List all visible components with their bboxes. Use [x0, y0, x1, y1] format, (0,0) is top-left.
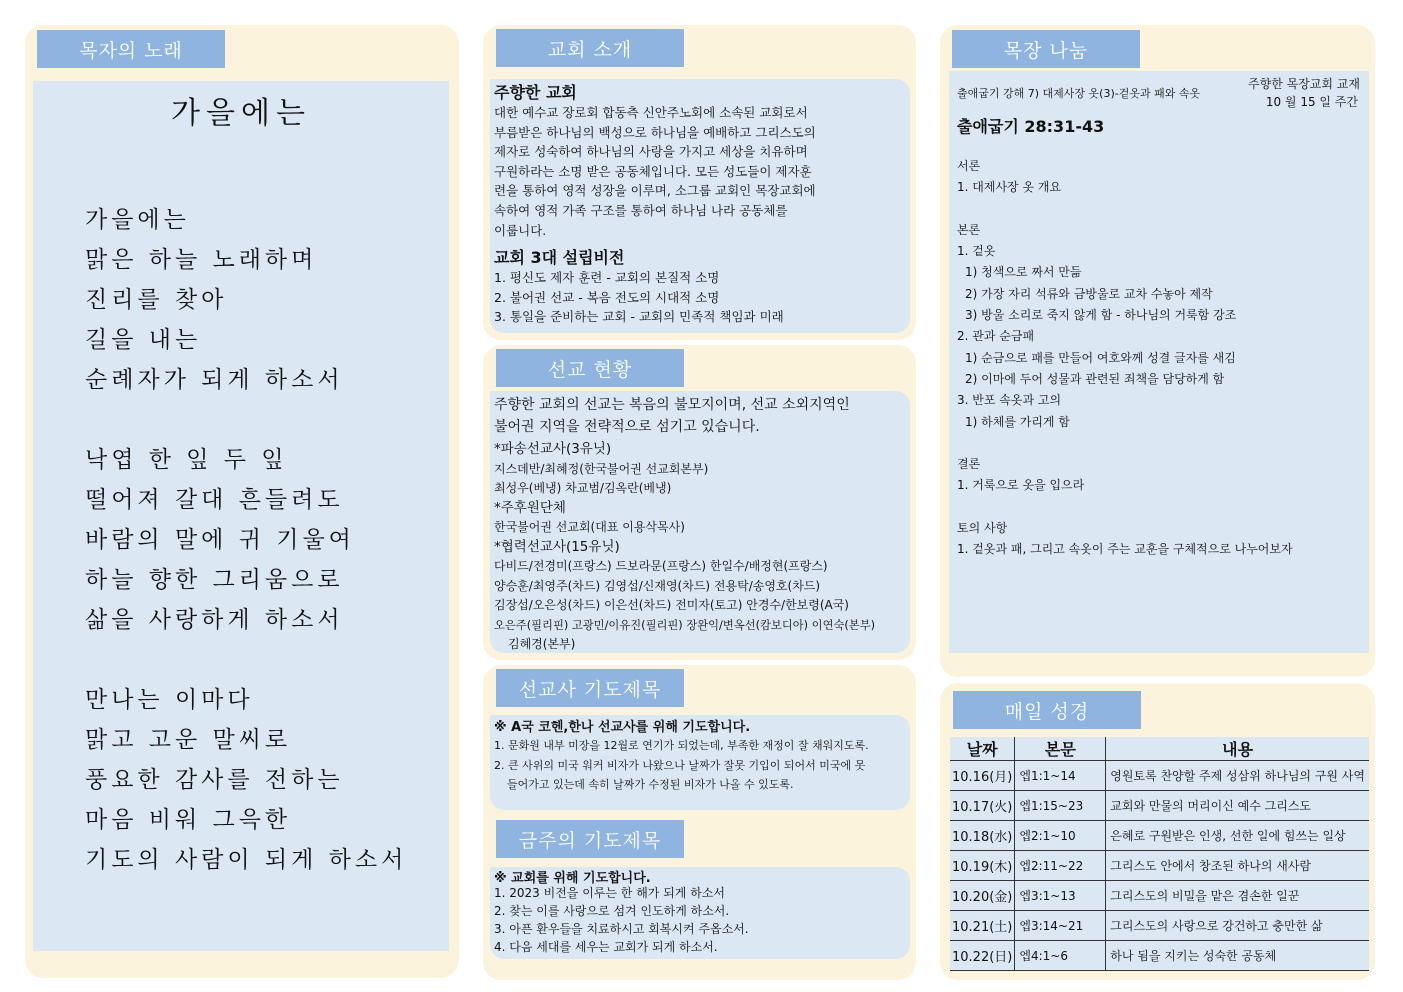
mission-panel: [483, 345, 916, 660]
table-header-row: [950, 737, 1369, 761]
poem-stanza-2: [85, 440, 355, 640]
row-date: 10.19(木): [950, 851, 1015, 881]
prayer-item: 들어가고 있는데 속히 날짜가 수정된 비자가 나올 수 있도록.: [507, 778, 794, 791]
poem-line: 만나는 이마다: [85, 687, 254, 713]
text-line: 주향한 교회의 선교는 복음의 불모지이며, 선교 소외지역인: [494, 397, 850, 413]
row-date: 10.20(金): [950, 881, 1015, 911]
poem-line: 하늘 향한 그리움으로: [85, 567, 344, 593]
text-line: 최성우(베냉) 차교범/김옥란(베냉): [494, 481, 672, 495]
scripture-reference: 출애굽기 28:31-43: [957, 117, 1105, 136]
prayer-item: 1. 2023 비전을 이루는 한 해가 되게 하소서: [494, 886, 725, 900]
text-line: 김혜경(본부): [508, 637, 576, 651]
cell-sharing-panel: [940, 25, 1375, 677]
missionary-prayer-tab: 선교사 기도제목: [496, 669, 684, 707]
text-line: 련을 통하여 영적 성장을 이루며, 소그룹 교회인 목장교회에: [494, 183, 816, 199]
missionary-prayer-box: [490, 715, 910, 810]
row-content: 영원토록 찬양할 주제 성삼위 하나님의 구원 사역: [1106, 761, 1369, 791]
mission-tab: 선교 현황: [496, 349, 684, 387]
poem-line: 맑고 고운 말씨로: [85, 727, 292, 753]
church-intro-panel: [483, 25, 916, 340]
outline-line: 서론: [957, 159, 981, 173]
group-title: *협력선교사(15유닛): [494, 538, 620, 555]
weekly-prayer-heading: ※ 교회를 위해 기도합니다.: [494, 871, 651, 886]
outline-line: 2. 관과 순금패: [957, 329, 1035, 344]
vision-item: 3. 통일을 준비하는 교회 - 교회의 민족적 책임과 미래: [494, 309, 784, 325]
textbook-label: 주향한 목장교회 교재: [1248, 77, 1360, 91]
text-line: 제자로 성숙하여 하나님의 사랑을 가지고 세상을 치유하며: [494, 144, 808, 160]
group-title: *파송선교사(3유닛): [494, 441, 612, 457]
row-date: 10.21(土): [950, 911, 1015, 941]
pastor-song-panel: [25, 25, 459, 978]
pastor-song-tab: 목자의 노래: [37, 30, 225, 68]
poem-line: 마음 비워 그윽한: [85, 807, 292, 833]
weekly-prayer-tab: 금주의 기도제목: [496, 820, 684, 858]
outline-line: [957, 497, 1293, 518]
lesson-subtitle: 출애굽기 강해 7) 대제사장 옷(3)-겉옷과 패와 속옷: [957, 87, 1201, 100]
row-date: 10.17(火): [950, 791, 1015, 821]
row-content: 교회와 만물의 머리이신 예수 그리스도: [1106, 791, 1369, 821]
row-content: 하나 됨을 지키는 성숙한 공동체: [1106, 941, 1369, 971]
table-row: [950, 821, 1369, 851]
outline-line: 3. 반포 속옷과 고의: [957, 393, 1062, 408]
poem-line: 길을 내는: [85, 327, 202, 353]
row-passage: 엡1:1~14: [1015, 761, 1106, 791]
prayer-item: 4. 다음 세대를 세우는 교회가 되게 하소서.: [494, 940, 718, 954]
vision-item: 2. 불어권 선교 - 복음 전도의 시대적 소명: [494, 289, 720, 305]
header-passage: 본문: [1015, 737, 1106, 761]
text-line: 김장섭/오은성(차드) 이은선(차드) 전미자(토고) 안경수/한보령(A국): [494, 598, 849, 612]
text-line: 부름받은 하나님의 백성으로 하나님을 예배하고 그리스도의: [494, 124, 816, 140]
poem-line: 진리를 찾아: [85, 287, 228, 313]
poem-line: 낙엽 한 잎 두 잎: [85, 447, 288, 473]
text-line: 한국불어권 선교회(대표 이용삭목사): [494, 520, 685, 534]
text-line: 불어권 지역을 전략적으로 섬기고 있습니다.: [494, 419, 760, 435]
outline-line: 1) 하체를 가리게 함: [965, 414, 1070, 429]
church-intro-box: [490, 79, 910, 333]
outline-line: 1) 청색으로 짜서 만듦: [965, 265, 1082, 280]
row-passage: 엡2:11~22: [1015, 851, 1106, 881]
text-line: 양승훈/최영주(차드) 김영섭/신재영(차드) 전용탁/송영호(차드): [494, 578, 821, 593]
table-row: [950, 881, 1369, 911]
weekly-prayer-list: [494, 884, 749, 956]
daily-bible-table: [950, 737, 1369, 971]
church-intro-heading: 주향한 교회: [494, 83, 577, 102]
vision-list: [494, 268, 784, 327]
mission-box: [490, 391, 910, 653]
poem-title: 가을에는: [171, 96, 311, 131]
outline-line: 2) 이마에 두어 성물과 관련된 죄책을 담당하게 함: [965, 371, 1225, 386]
header-date: 날짜: [950, 737, 1015, 761]
poem-line: 바람의 말에 귀 기울여: [85, 527, 355, 553]
poem-line: 풍요한 감사를 전하는: [85, 767, 344, 793]
header-content: 내용: [1106, 737, 1369, 761]
text-line: 속하여 영적 가족 구조를 통하여 하나님 나라 공동체를: [494, 202, 788, 218]
poem-line: 가을에는: [85, 207, 190, 233]
text-line: 지스데반/최혜정(한국불어권 선교회본부): [494, 461, 709, 476]
row-passage: 엡2:1~10: [1015, 821, 1106, 851]
missionary-prayer-list: [494, 736, 869, 795]
row-date: 10.16(月): [950, 761, 1015, 791]
outline-line: 1) 순금으로 패를 만들어 여호와께 성결 글자를 새김: [965, 350, 1236, 365]
prayer-item: 2. 찾는 이를 사랑으로 섬겨 인도하게 하소서.: [494, 904, 730, 918]
cell-sharing-tab: 목장 나눔: [952, 30, 1140, 68]
row-passage: 엡3:1~13: [1015, 881, 1106, 911]
table-row: [950, 761, 1369, 791]
text-line: 대한 예수교 장로회 합동측 신안주노회에 소속된 교회로서: [494, 105, 808, 120]
outline-line: 1. 거룩으로 옷을 입으라: [957, 478, 1085, 493]
table-row: [950, 911, 1369, 941]
missionary-prayer-heading: ※ A국 코헨,한나 선교사를 위해 기도합니다.: [494, 720, 751, 735]
outline-line: [957, 433, 1293, 454]
prayer-item: 1. 문화원 내부 미장을 12월로 연기가 되었는데, 부족한 재정이 잘 채워지도록.: [494, 739, 869, 752]
row-content: 그리스도 안에서 창조된 하나의 새사람: [1106, 851, 1369, 881]
table-row: [950, 851, 1369, 881]
church-intro-tab: 교회 소개: [496, 29, 684, 67]
row-content: 은혜로 구원받은 인생, 선한 일에 힘쓰는 일상: [1106, 821, 1369, 851]
text-line: 이룹니다.: [494, 222, 547, 238]
church-intro-paragraph: [494, 103, 816, 240]
outline-line: 1. 겉옷과 패, 그리고 속옷이 주는 교훈을 구체적으로 나누어보자: [957, 542, 1293, 557]
outline-line: [957, 199, 1293, 220]
prayer-item: 2. 큰 사위의 미국 워커 비자가 나왔으나 날짜가 잘못 기입이 되어서 미국에 못: [494, 758, 866, 772]
row-passage: 엡3:14~21: [1015, 911, 1106, 941]
row-date: 10.22(日): [950, 941, 1015, 971]
mission-intro: [494, 394, 850, 438]
poem-stanza-1: [85, 200, 344, 400]
outline-line: 1. 겉옷: [957, 244, 996, 259]
row-date: 10.18(水): [950, 821, 1015, 851]
mission-groups: [494, 440, 875, 655]
poem-stanza-3: [85, 680, 407, 880]
lesson-outline: [957, 156, 1293, 561]
date-line: 10 월 15 일 주간: [1265, 95, 1358, 109]
outline-line: 1. 대제사장 옷 개요: [957, 180, 1062, 195]
text-line: 다비드/전경미(프랑스) 드보라문(프랑스) 한일수/배정현(프랑스): [494, 559, 828, 573]
daily-bible-tab: 매일 성경: [953, 691, 1141, 729]
vision-heading: 교회 3대 설립비전: [494, 248, 625, 267]
poem-line: 순례자가 되게 하소서: [85, 367, 344, 393]
outline-line: 토의 사항: [957, 521, 1008, 536]
prayer-panel: [483, 665, 916, 980]
table-row: [950, 791, 1369, 821]
outline-line: 2) 가장 자리 석류와 금방울로 교차 수놓아 제작: [965, 286, 1213, 301]
vision-item: 1. 평신도 제자 훈련 - 교회의 본질적 소명: [494, 270, 720, 285]
text-line: 구원하라는 소명 받은 공동체입니다. 모든 성도들이 제자훈: [494, 163, 812, 179]
outline-line: 결론: [957, 457, 981, 472]
cell-sharing-box: [949, 71, 1369, 653]
prayer-item: 3. 아픈 환우들을 치료하시고 회복시켜 주옵소서.: [494, 922, 749, 936]
group-title: *주후원단체: [494, 499, 566, 516]
row-passage: 엡1:15~23: [1015, 791, 1106, 821]
outline-line: 3) 방울 소리로 죽지 않게 함 - 하나님의 거룩함 강조: [965, 308, 1237, 323]
poem-line: 기도의 사람이 되게 하소서: [85, 847, 408, 873]
poem-line: 삶을 사랑하게 하소서: [85, 607, 344, 633]
text-line: 오은주(필리핀) 고광민/이유진(필리핀) 장완익/변옥선(캄보디아) 이연숙(본부): [494, 618, 876, 632]
poem-line: 맑은 하늘 노래하며: [85, 247, 318, 273]
row-content: 그리스도의 비밀을 맡은 겸손한 일꾼: [1106, 881, 1369, 911]
table-row: [950, 941, 1369, 971]
row-content: 그리스도의 사랑으로 강건하고 충만한 삶: [1106, 911, 1369, 941]
row-passage: 엡4:1~6: [1015, 941, 1106, 971]
weekly-prayer-box: [490, 867, 910, 959]
outline-line: 본론: [957, 222, 981, 237]
poem-line: 떨어져 갈대 흔들려도: [85, 487, 344, 513]
